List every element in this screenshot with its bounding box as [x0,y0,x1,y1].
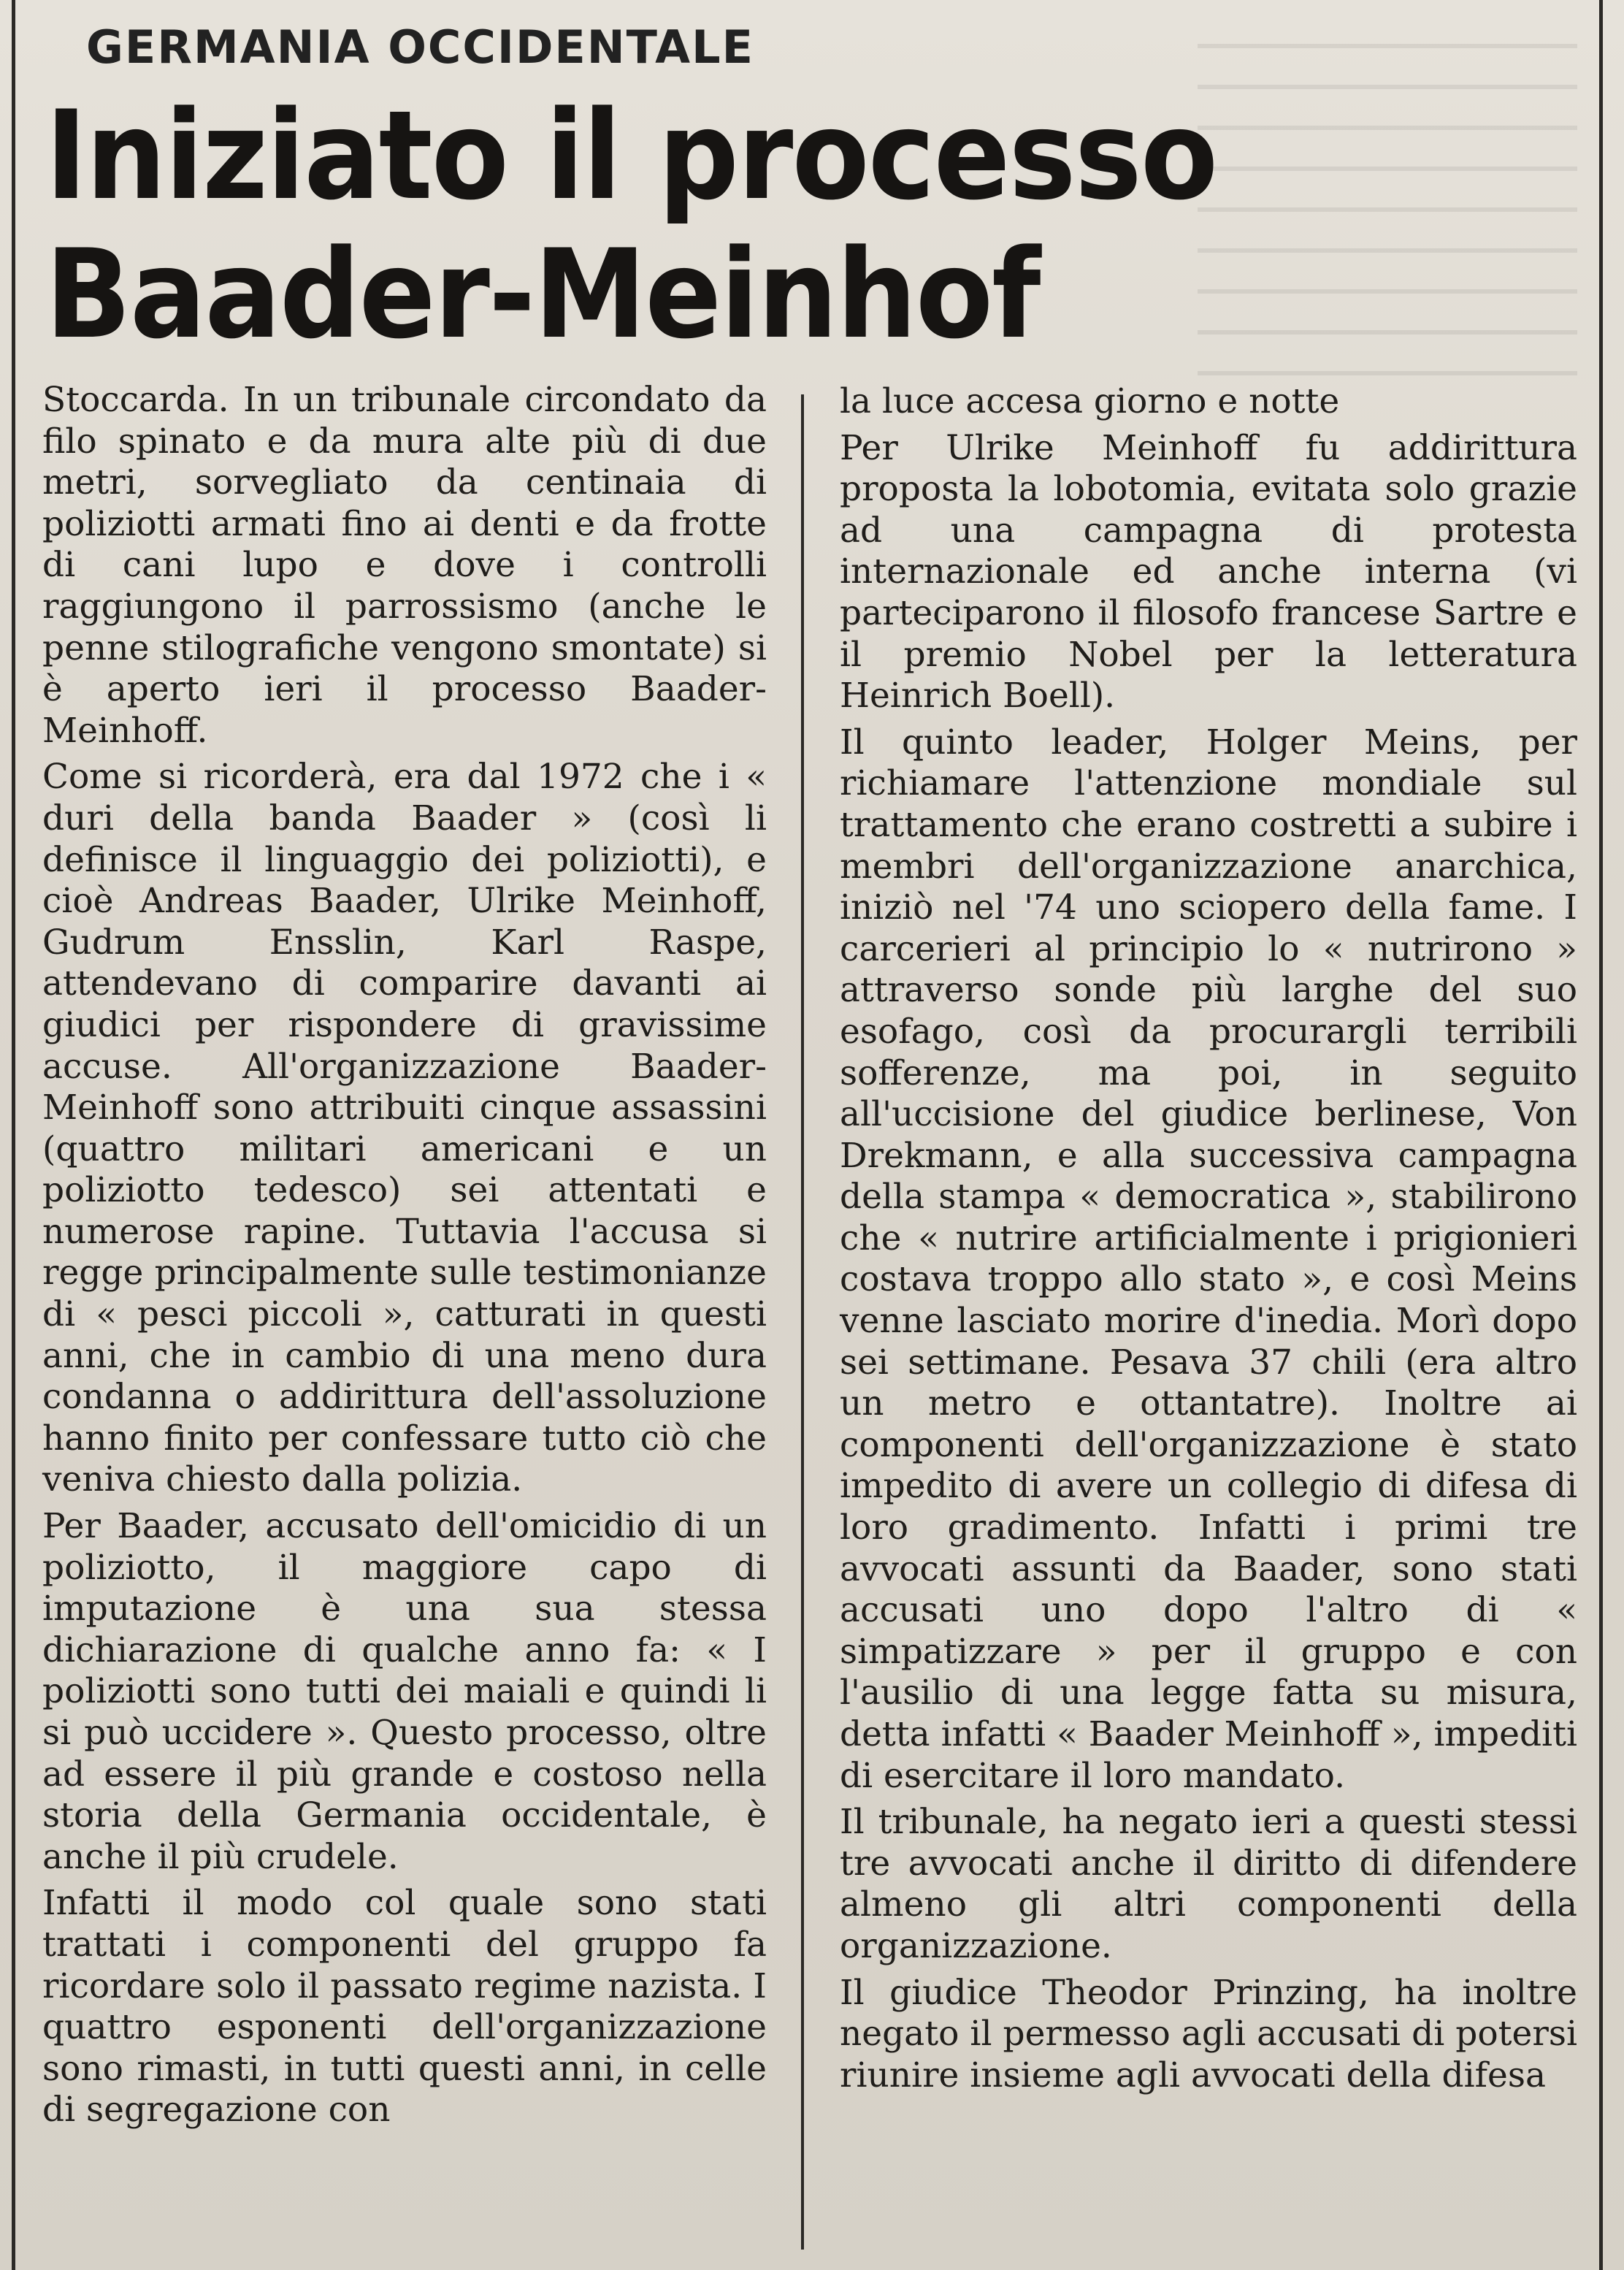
paragraph: Come si ricorderà, era dal 1972 che i « duri della banda Baader » (così li definisce il linguaggio dei poliziotti), e cioè Andreas Baader, Ulrike Meinhoff, Gudrum Ensslin, Karl Raspe, attendevano di comparire davanti ai giudici per rispondere di gravissime accuse. All'organizzazione Baader-Meinhoff sono attribuiti cinque assassini (quattro militari americani e un poliziotto tedesco) sei attentati e numerose rapine. Tuttavia l'accusa si regge principalmente sulle testimonianze di « pesci piccoli », catturati in questi anni, che in cambio di una meno dura condanna o addirittura dell'assoluzione hanno finito per confessare tutto ciò che veniva chiesto dalla polizia. [42,757,767,1500]
left-column [42,380,767,2136]
paragraph: Il quinto leader, Holger Meins, per richiamare l'attenzione mondiale sul trattamento che erano costretti a subire i membri dell'organizzazione anarchica, iniziò nel '74 uno sciopero della fame. I carcerieri al principio lo « nutrirono » attraverso sonde più larghe del suo esofago, così da procurargli terribili sofferenze, ma poi, in seguito all'uccisione del giudice berlinese, Von Drekmann, e alla successiva campagna della stampa « democratica », stabilirono che « nutrire artificialmente i prigionieri costava troppo allo stato », e così Meins venne lasciato morire d'inedia. Morì dopo sei settimane. Pesava 37 chili (era altro un metro e ottantatre). Inoltre ai componenti dell'organizzazione è stato impedito di avere un collegio di difesa di loro gradimento. Infatti i primi tre avvocati assunti da Baader, sono stati accusati uno dopo l'altro di « simpatizzare » per il gruppo e con l'ausilio di una legge fatta su misura, detta infatti « Baader Meinhoff », impediti di esercitare il loro mandato. [840,722,1577,1796]
headline-line-1: Iniziato il processo [45,84,1217,227]
headline [45,86,1389,364]
left-border-rule [12,0,15,2270]
paragraph: Il tribunale, ha negato ieri a questi stessi tre avvocati anche il diritto di difendere almeno gli altri componenti della organizzazione. [840,1802,1577,1966]
paragraph: la luce accesa giorno e notte [840,381,1340,421]
right-column [840,381,1577,2101]
section-kicker: GERMANIA OCCIDENTALE [86,20,754,74]
paragraph: Per Ulrike Meinhoff fu addirittura proposta la lobotomia, evitata solo grazie ad una campagna di protesta internazionale ed anche interna (vi parteciparono il filosofo francese Sartre e il premio Nobel per la letteratura Heinrich Boell). [840,427,1577,716]
headline-line-2: Baader-Meinhof [45,223,1040,366]
paragraph: Il giudice Theodor Prinzing, ha inoltre negato il permesso agli accusati di potersi riunire insieme agli avvocati della difesa [840,1972,1577,2095]
paragraph: Per Baader, accusato dell'omicidio di un poliziotto, il maggiore capo di imputazione è una sua stessa dichiarazione di qualche anno fa: « I poliziotti sono tutti dei maiali e quindi li si può uccidere ». Questo processo, oltre ad essere il più grande e costoso nella storia della Germania occidentale, è anche il più crudele. [42,1506,767,1877]
right-border-rule [1599,0,1603,2270]
column-divider [801,394,804,2250]
paragraph: Stoccarda. In un tribunale circondato da filo spinato e da mura alte più di due metri, sorvegliato da centinaia di poliziotti armati fino ai denti e da frotte di cani lupo e dove i controlli raggiungono il parrossismo (anche le penne stilografiche vengono smontate) si è aperto ieri il processo Baader-Meinhoff. [42,380,767,751]
paragraph: Infatti il modo col quale sono stati trattati i componenti del gruppo fa ricordare solo il passato regime nazista. I quattro esponenti dell'organizzazione sono rimasti, in tutti questi anni, in celle di segregazione con [42,1883,767,2130]
